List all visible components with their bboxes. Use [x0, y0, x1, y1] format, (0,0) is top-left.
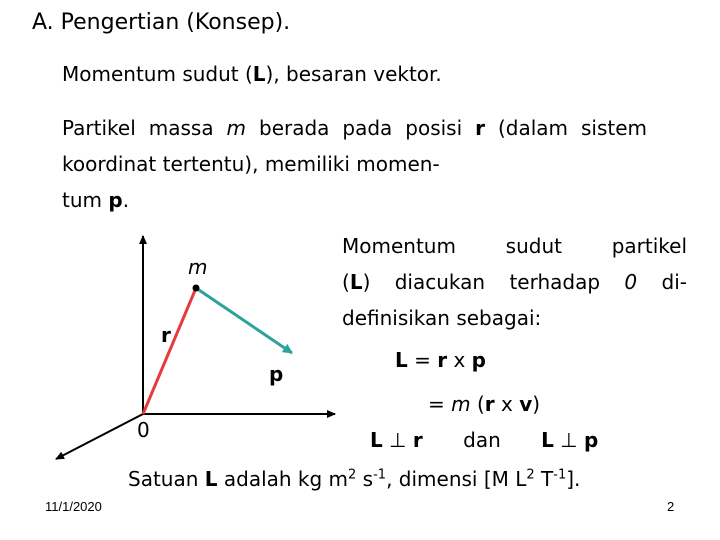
particle-dot [193, 285, 200, 292]
unit-and-dimension: Satuan L adalah kg $m^2$ $s^{-1}$, dimensi [M $L^2$ $T^{-1}$]. [128, 467, 581, 491]
y-axis [56, 414, 143, 459]
label-p: p [269, 362, 284, 386]
particle-paragraph: Partikel massa m berada pada posisi r (dalam sistem koordinat tertentu), memiliki momen- tum p. [62, 116, 647, 212]
label-m: m [188, 255, 208, 279]
page-number: 2 [667, 499, 675, 514]
symbol-L: L [252, 62, 266, 86]
momentum-vector-p [196, 288, 292, 353]
label-r: r [161, 323, 171, 347]
perpendicular-relations: L ⊥ r dan L ⊥ p [370, 428, 599, 452]
definition-paragraph: Momentum sudut partikel (L) diacukan terhadap 0 di- definisikan sebagai: [342, 234, 687, 330]
equation-mass-form: = m (r x v) [428, 392, 541, 416]
slide-title: A. Pengertian (Konsep). [32, 10, 291, 35]
equation-angular-momentum: L = r x p [395, 348, 486, 372]
label-origin: 0 [137, 418, 150, 442]
definition-line: Momentum sudut (L), besaran vektor. [62, 62, 442, 86]
footer-date: 11/1/2020 [45, 499, 102, 514]
position-vector-r [143, 288, 196, 414]
